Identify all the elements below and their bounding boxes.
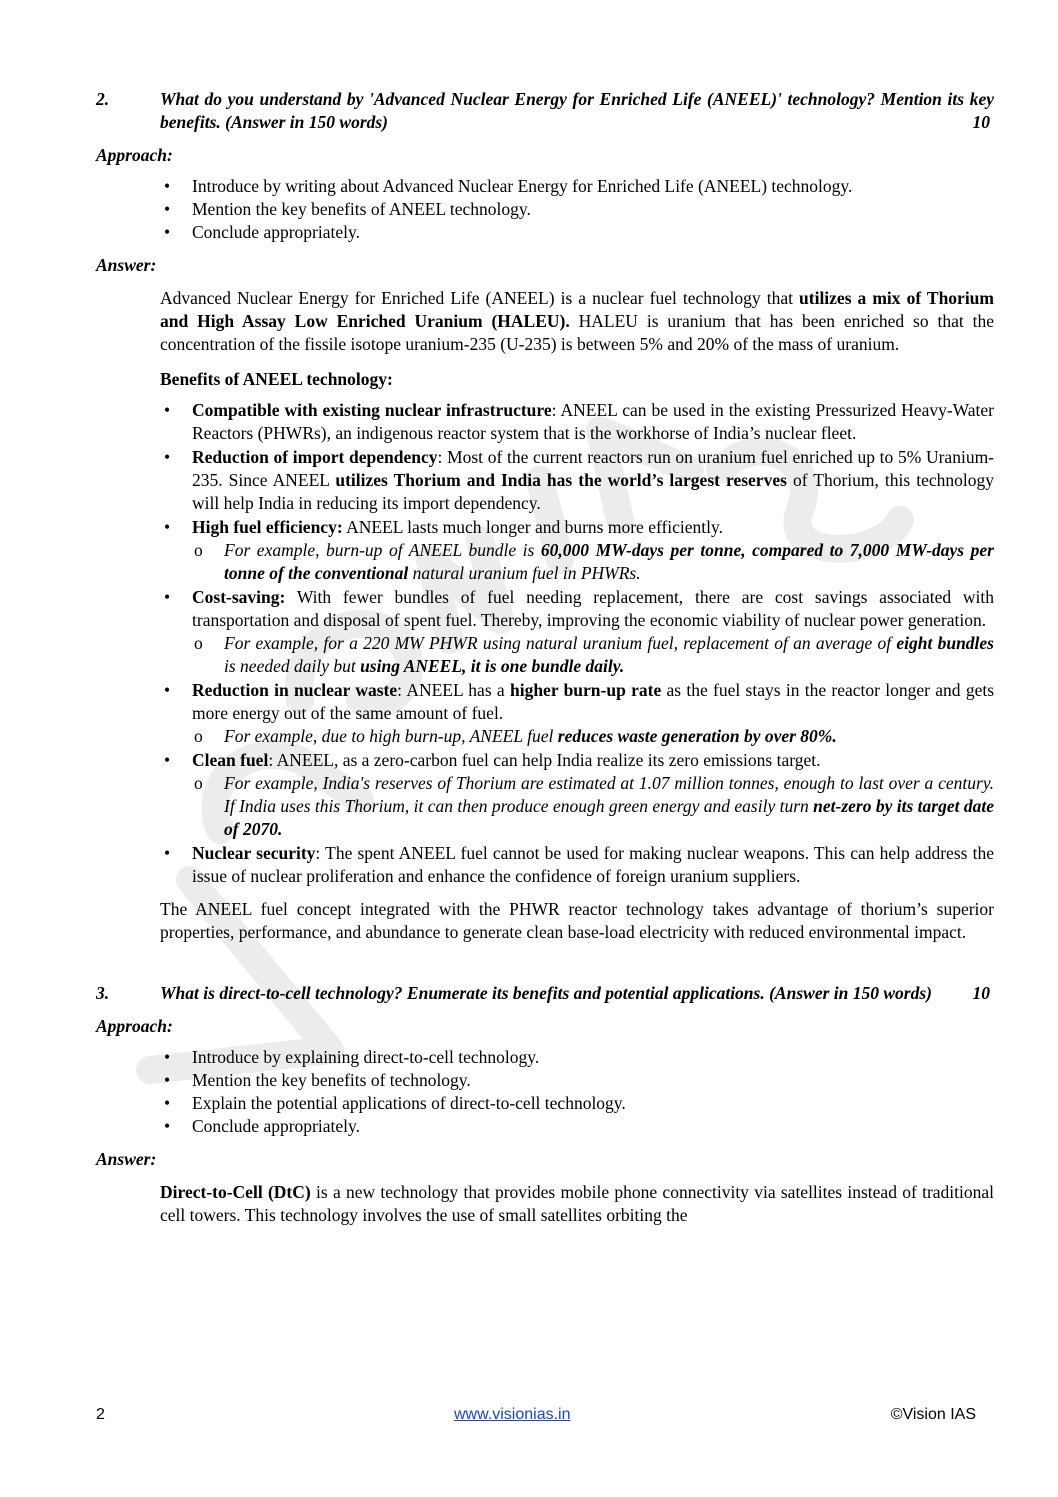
question-body: What do you understand by 'Advanced Nuclear Energy for Enriched Life (ANEEL)' technology? Mention its key benefits. (Answer in 150 words) xyxy=(160,89,994,132)
benefit-title: Reduction of import dependency xyxy=(192,447,438,467)
benefit-title: Reduction in nuclear waste xyxy=(192,680,398,700)
answer-conclusion: The ANEEL fuel concept integrated with the PHWR reactor technology takes advantage of thorium’s superior properties, performance, and abundance to generate clean base-load electricity with reduced environmental impact. xyxy=(160,899,994,942)
answer-label: Answer: xyxy=(96,255,157,275)
benefit-item xyxy=(192,586,994,678)
benefit-text: as the fuel stays in the reactor longer and gets more energy out of the same amount of fuel. xyxy=(192,680,995,723)
benefit-item xyxy=(192,399,994,445)
benefit-item xyxy=(192,842,994,888)
benefit-text: of Thorium, this technology will help India in reducing its import dependency. xyxy=(192,470,995,513)
approach-list xyxy=(96,1046,994,1138)
question-3 xyxy=(96,982,994,1005)
benefit-text: : ANEEL can be used in the existing Pressurized Heavy-Water Reactors (PHWRs), an indigenous reactor system that is the workhorse of India’s nuclear fleet. xyxy=(192,400,994,443)
benefit-text: : Most of the current reactors run on uranium fuel enriched up to 5% Uranium-235. Since ANEEL xyxy=(192,447,995,490)
list-item: • Introduce by writing about Advanced Nuclear Energy for Enriched Life (ANEEL) technology. xyxy=(192,175,994,198)
question-text xyxy=(160,982,994,1005)
question-2 xyxy=(96,88,994,134)
example-emphasis: using ANEEL, it is one bundle daily. xyxy=(360,656,625,676)
example-item xyxy=(224,539,994,585)
benefit-text: : ANEEL has a xyxy=(397,680,510,700)
intro-text: Advanced Nuclear Energy for Enriched Life (ANEEL) is a nuclear fuel technology that xyxy=(160,288,800,308)
benefit-text: : The spent ANEEL fuel cannot be used for making nuclear weapons. This can help address the issue of nuclear proliferation and enhance the confidence of foreign uranium suppliers. xyxy=(192,843,994,886)
intro-bold: utilizes a mix of Thorium and High Assay Low Enriched Uranium (HALEU). xyxy=(160,288,994,331)
benefit-text: ANEEL lasts much longer and burns more efficiently. xyxy=(342,517,724,537)
approach-label: Approach: xyxy=(96,1016,173,1036)
example-item xyxy=(224,632,994,678)
benefits-list xyxy=(96,399,994,888)
question-number: 3. xyxy=(96,983,110,1003)
benefit-title: Nuclear security xyxy=(192,843,316,863)
benefit-item xyxy=(192,516,994,585)
approach-list xyxy=(96,175,994,244)
website-link[interactable]: www.visionias.in xyxy=(454,1406,571,1423)
copyright-text: ©Vision IAS xyxy=(890,1406,976,1423)
example-text: For example, burn-up of ANEEL bundle is xyxy=(224,540,541,560)
example-text: For example, for a 220 MW PHWR using natural uranium fuel, replacement of an average of xyxy=(224,633,897,653)
approach-label: Approach: xyxy=(96,145,173,165)
intro-bold: Direct-to-Cell (DtC) xyxy=(160,1182,311,1202)
example-emphasis: 60,000 MW-days per tonne, compared to 7,000 MW-days per tonne of the conventional xyxy=(224,540,994,583)
answer-label: Answer: xyxy=(96,1149,157,1169)
question-number: 2. xyxy=(96,89,110,109)
intro-text: HALEU is uranium that has been enriched so that the concentration of the fissile isotope uranium-235 (U-235) is between 5% and 20% of the mass of uranium. xyxy=(160,311,994,354)
example-text: For example, India's reserves of Thorium are estimated at 1.07 million tonnes, enough to last over a century. If India uses this Thorium, it can then produce enough green energy and easily turn xyxy=(224,773,994,816)
list-item: • Conclude appropriately. xyxy=(192,1115,994,1138)
benefit-text: : ANEEL, as a zero-carbon fuel can help India realize its zero emissions target. xyxy=(268,750,821,770)
benefit-title: Cost-saving: xyxy=(192,587,286,607)
list-item: • Explain the potential applications of direct-to-cell technology. xyxy=(192,1092,994,1115)
list-item: • Introduce by explaining direct-to-cell technology. xyxy=(192,1046,994,1069)
page-content xyxy=(96,88,994,1227)
answer-intro xyxy=(160,1181,994,1227)
benefit-emphasis: higher burn-up rate xyxy=(509,680,662,700)
example-emphasis: reduces waste generation by over 80%. xyxy=(557,726,837,746)
benefit-item xyxy=(192,679,994,748)
page-footer xyxy=(96,1406,976,1428)
question-body: What is direct-to-cell technology? Enumerate its benefits and potential applications. (Answer in 150 words) xyxy=(160,983,932,1003)
example-emphasis: net-zero by its target date of 2070. xyxy=(224,796,994,839)
answer-intro xyxy=(160,287,994,356)
benefits-heading: Benefits of ANEEL technology: xyxy=(160,369,393,389)
list-item: • Conclude appropriately. xyxy=(192,221,994,244)
example-emphasis: eight bundles xyxy=(896,633,994,653)
example-text: For example, due to high burn-up, ANEEL fuel xyxy=(224,726,558,746)
benefit-item xyxy=(192,446,994,515)
intro-text: is a new technology that provides mobile phone connectivity via satellites instead of traditional cell towers. This technology involves the use of small satellites orbiting the xyxy=(160,1182,994,1225)
example-text: natural uranium fuel in PHWRs. xyxy=(408,563,641,583)
benefit-item xyxy=(192,749,994,841)
question-marks: 10 xyxy=(972,112,990,132)
example-text: is needed daily but xyxy=(224,656,361,676)
example-item xyxy=(224,772,994,841)
page-number: 2 xyxy=(96,1406,105,1423)
benefit-title: Clean fuel xyxy=(192,750,269,770)
benefit-emphasis: utilizes Thorium and India has the world’s largest reserves xyxy=(335,470,787,490)
benefit-title: High fuel efficiency: xyxy=(192,517,343,537)
example-item xyxy=(224,725,994,748)
benefit-text: With fewer bundles of fuel needing replacement, there are cost savings associated with transportation and disposal of spent fuel. Thereby, improving the economic viability of nuclear power generation. xyxy=(192,587,994,630)
list-item: • Mention the key benefits of ANEEL technology. xyxy=(192,198,994,221)
question-marks: 10 xyxy=(972,983,990,1003)
question-text xyxy=(160,88,994,134)
benefit-title: Compatible with existing nuclear infrastructure xyxy=(192,400,552,420)
list-item: • Mention the key benefits of technology. xyxy=(192,1069,994,1092)
